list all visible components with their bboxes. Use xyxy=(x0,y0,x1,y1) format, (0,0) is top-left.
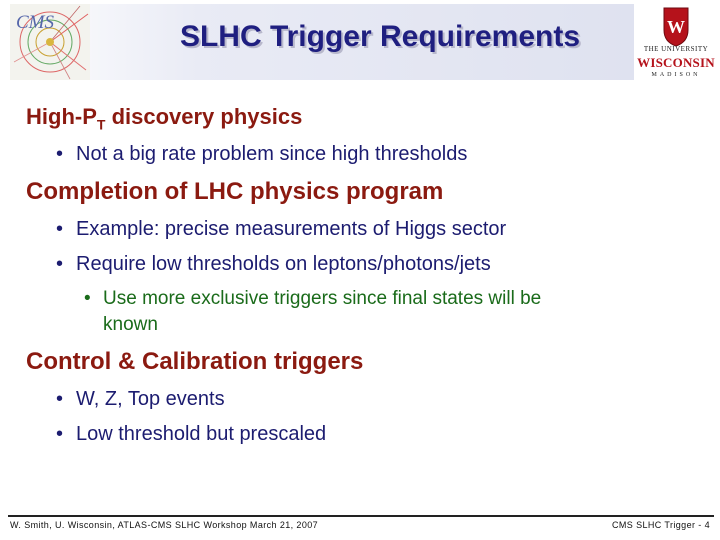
footer-credit: W. Smith, U. Wisconsin, ATLAS-CMS SLHC Workshop March 21, 2007 xyxy=(10,520,319,530)
bullet-icon: • xyxy=(56,388,64,410)
bullet-icon: • xyxy=(56,423,64,445)
sub-list-item: Use more exclusive triggers since final states will be xyxy=(103,288,542,309)
crest-letter: W xyxy=(667,17,685,37)
cms-logo-text: CMS xyxy=(16,12,54,33)
list-item: Require low thresholds on leptons/photons/jets xyxy=(76,253,491,275)
slide-number: CMS SLHC Trigger - 4 xyxy=(611,520,710,530)
bullet-icon: • xyxy=(56,253,64,275)
bullet-icon: • xyxy=(84,288,91,309)
list-item: Example: precise measurements of Higgs sector xyxy=(76,218,507,240)
heading-subscript: T xyxy=(96,116,106,133)
slide-title: SLHC Trigger Requirements xyxy=(179,20,581,53)
list-item: Low threshold but prescaled xyxy=(76,423,327,445)
university-name-line1: THE UNIVERSITY xyxy=(643,45,709,53)
sub-list-item-continuation: known xyxy=(103,314,158,335)
section-heading-high-pt xyxy=(26,104,302,132)
list-item: W, Z, Top events xyxy=(76,388,225,410)
list-item: Not a big rate problem since high thresholds xyxy=(76,143,468,165)
bullet-icon: • xyxy=(56,218,64,240)
footer-divider xyxy=(8,515,714,517)
heading-text: High-P xyxy=(26,104,97,129)
section-heading-completion: Completion of LHC physics program xyxy=(26,178,444,205)
section-heading-control: Control & Calibration triggers xyxy=(26,348,364,375)
university-name-line3: MADISON xyxy=(651,72,701,78)
bullet-icon: • xyxy=(56,143,64,165)
university-name-line2: WISCONSIN xyxy=(637,55,715,70)
heading-text: discovery physics xyxy=(105,104,303,129)
cms-logo xyxy=(10,4,90,80)
